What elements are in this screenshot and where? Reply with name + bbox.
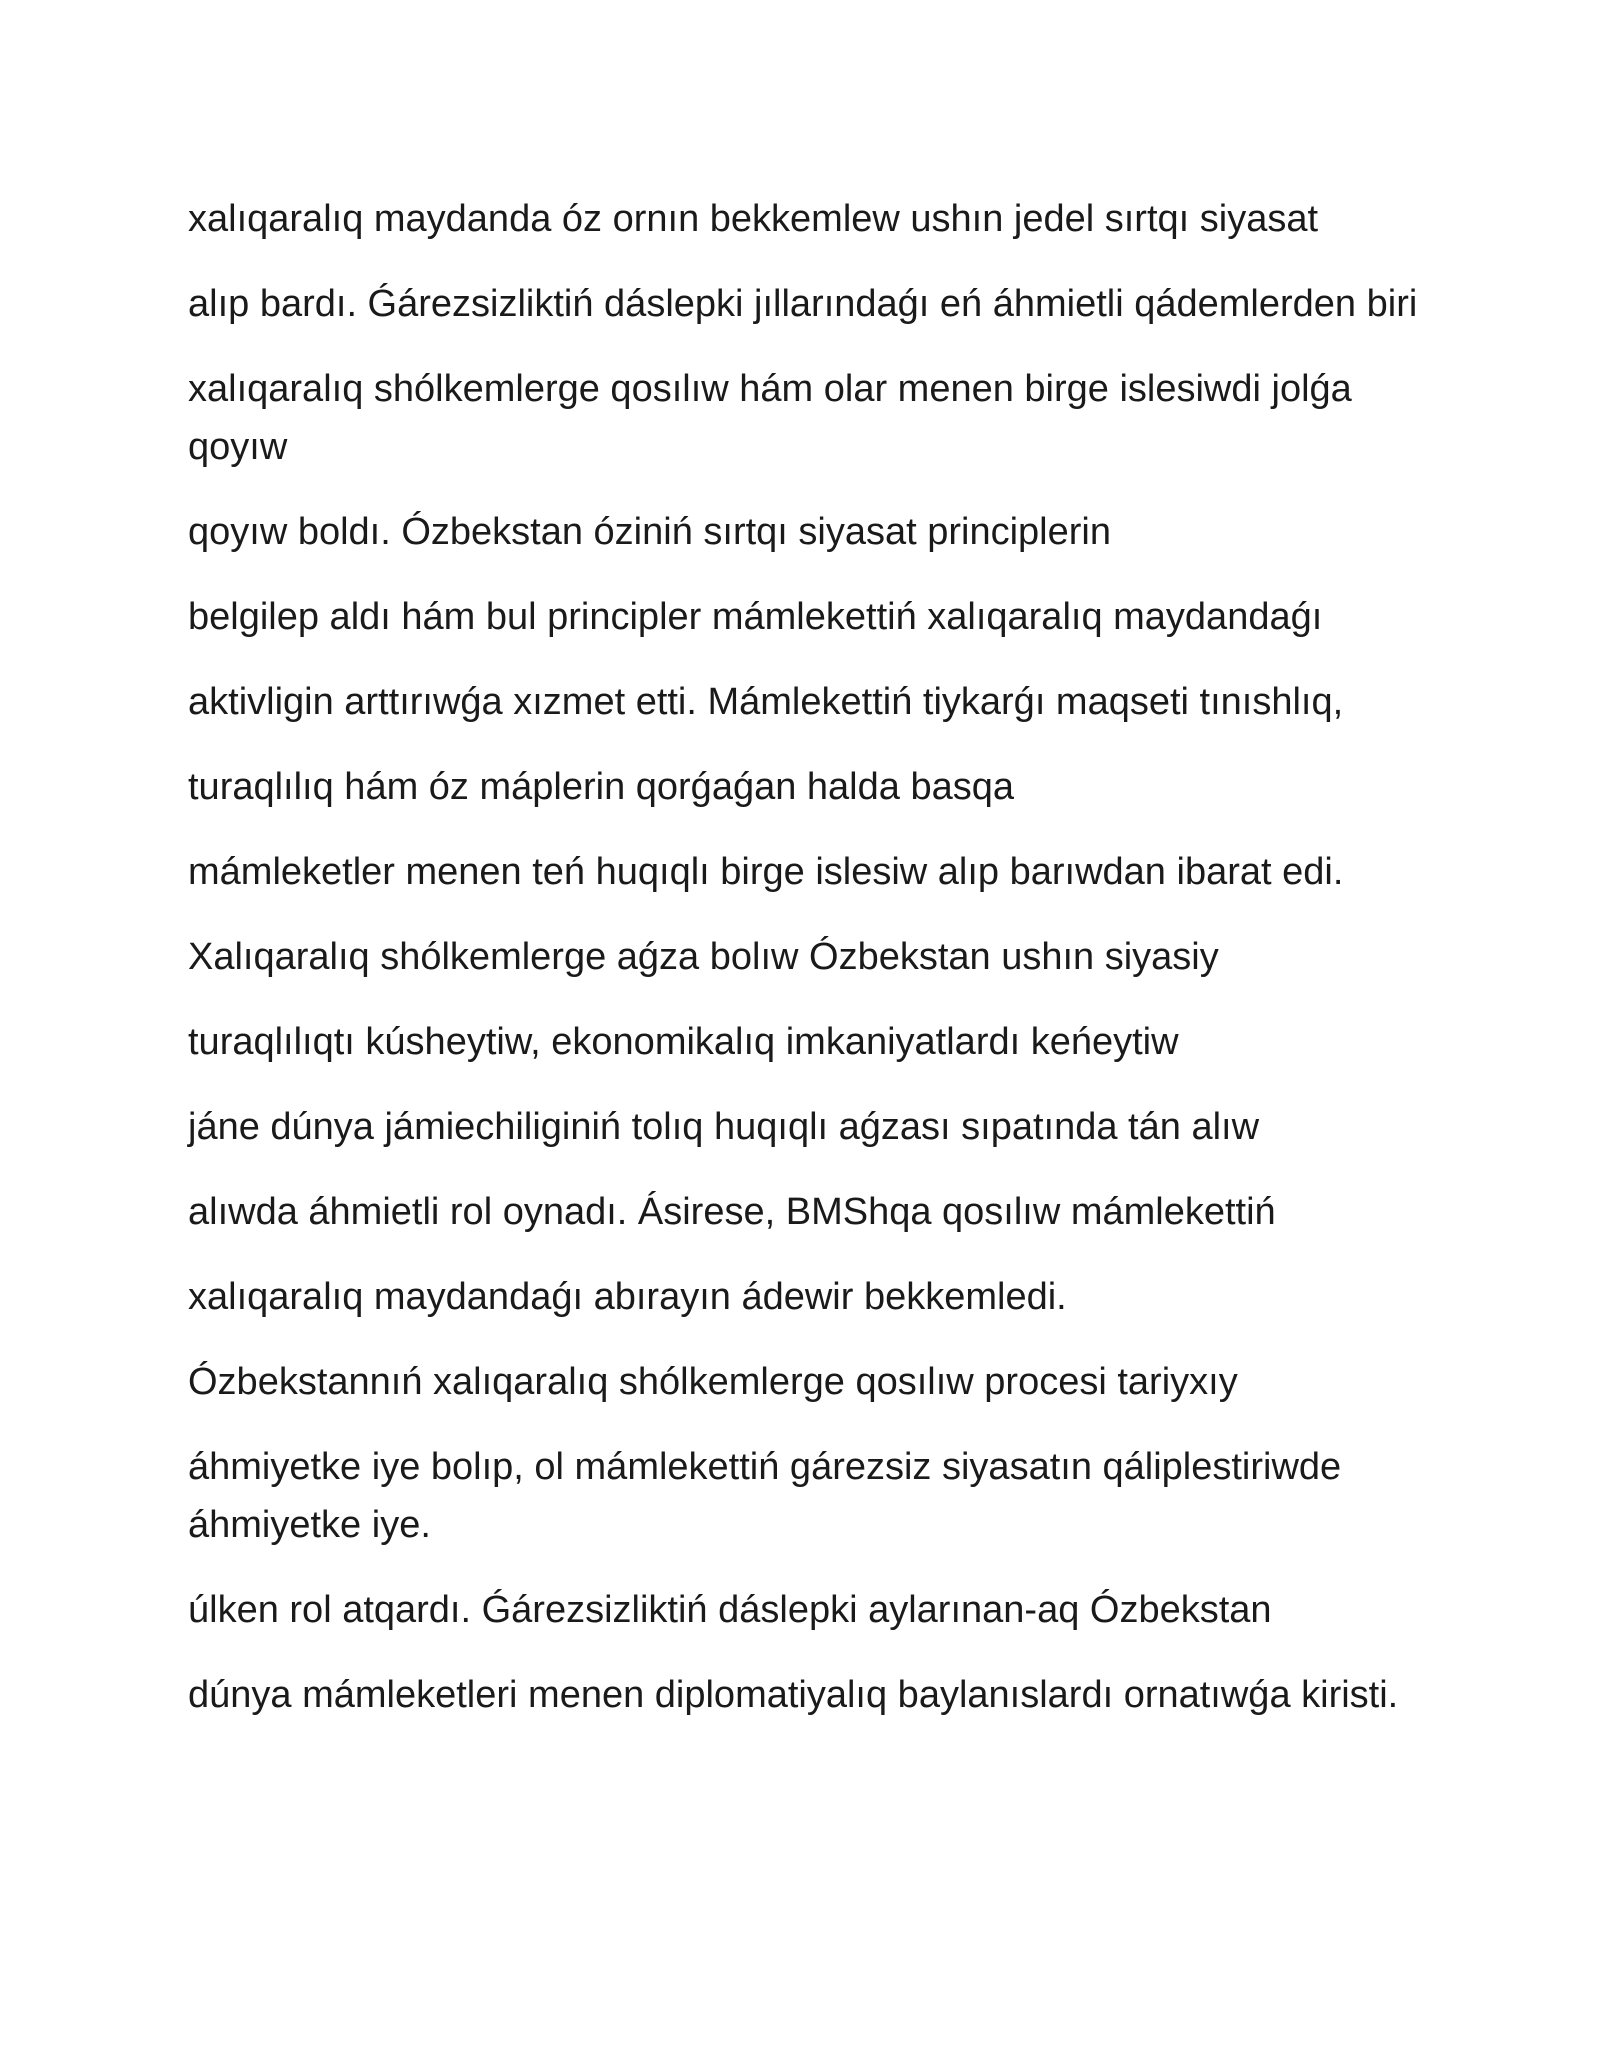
paragraph: alıp bardı. Ǵárezsizliktiń dáslepki jıllarındaǵı eń áhmietli qádemlerden biri (188, 283, 1418, 325)
paragraph: aktivligin arttırıwǵa xızmet etti. Mámlekettiń tiykarǵı maqseti tınıshlıq, (188, 681, 1344, 723)
paragraph: Ózbekstannıń xalıqaralıq shólkemlerge qosılıw procesi tariyxıy (188, 1361, 1238, 1403)
paragraph: áhmiyetke iye bolıp, ol mámlekettiń gárezsiz siyasatın qáliplestiriwde áhmiyetke iye. (188, 1446, 1342, 1546)
paragraph: xalıqaralıq shólkemlerge qosılıw hám olar menen birge islesiwdi jolǵa qoyıw (188, 368, 1352, 468)
paragraph: jáne dúnya jámiechiliginiń tolıq huqıqlı aǵzası sıpatında tán alıw (188, 1106, 1260, 1148)
paragraph: xalıqaralıq maydanda óz ornın bekkemlew ushın jedel sırtqı siyasat (188, 198, 1319, 240)
paragraph: mámleketler menen teń huqıqlı birge islesiw alıp barıwdan ibarat edi. (188, 851, 1344, 893)
document-body (188, 190, 1448, 1751)
paragraph: dúnya mámleketleri menen diplomatiyalıq baylanıslardı ornatıwǵa kiristi. (188, 1674, 1399, 1716)
paragraph: qoyıw boldı. Ózbekstan óziniń sırtqı siyasat principlerin (188, 511, 1111, 553)
paragraph: belgilep aldı hám bul principler mámlekettiń xalıqaralıq maydandaǵı (188, 596, 1323, 638)
paragraph: turaqlılıqtı kúsheytiw, ekonomikalıq imkaniyatlardı keńeytiw (188, 1021, 1179, 1063)
paragraph: Xalıqaralıq shólkemlerge aǵza bolıw Ózbekstan ushın siyasiy (188, 936, 1219, 978)
paragraph: turaqlılıq hám óz máplerin qorǵaǵan halda basqa (188, 766, 1014, 808)
paragraph: úlken rol atqardı. Ǵárezsizliktiń dáslepki aylarınan-aq Ózbekstan (188, 1589, 1272, 1631)
paragraph: alıwda áhmietli rol oynadı. Ásirese, BMShqa qosılıw mámlekettiń (188, 1191, 1276, 1233)
paragraph: xalıqaralıq maydandaǵı abırayın ádewir bekkemledi. (188, 1276, 1067, 1318)
